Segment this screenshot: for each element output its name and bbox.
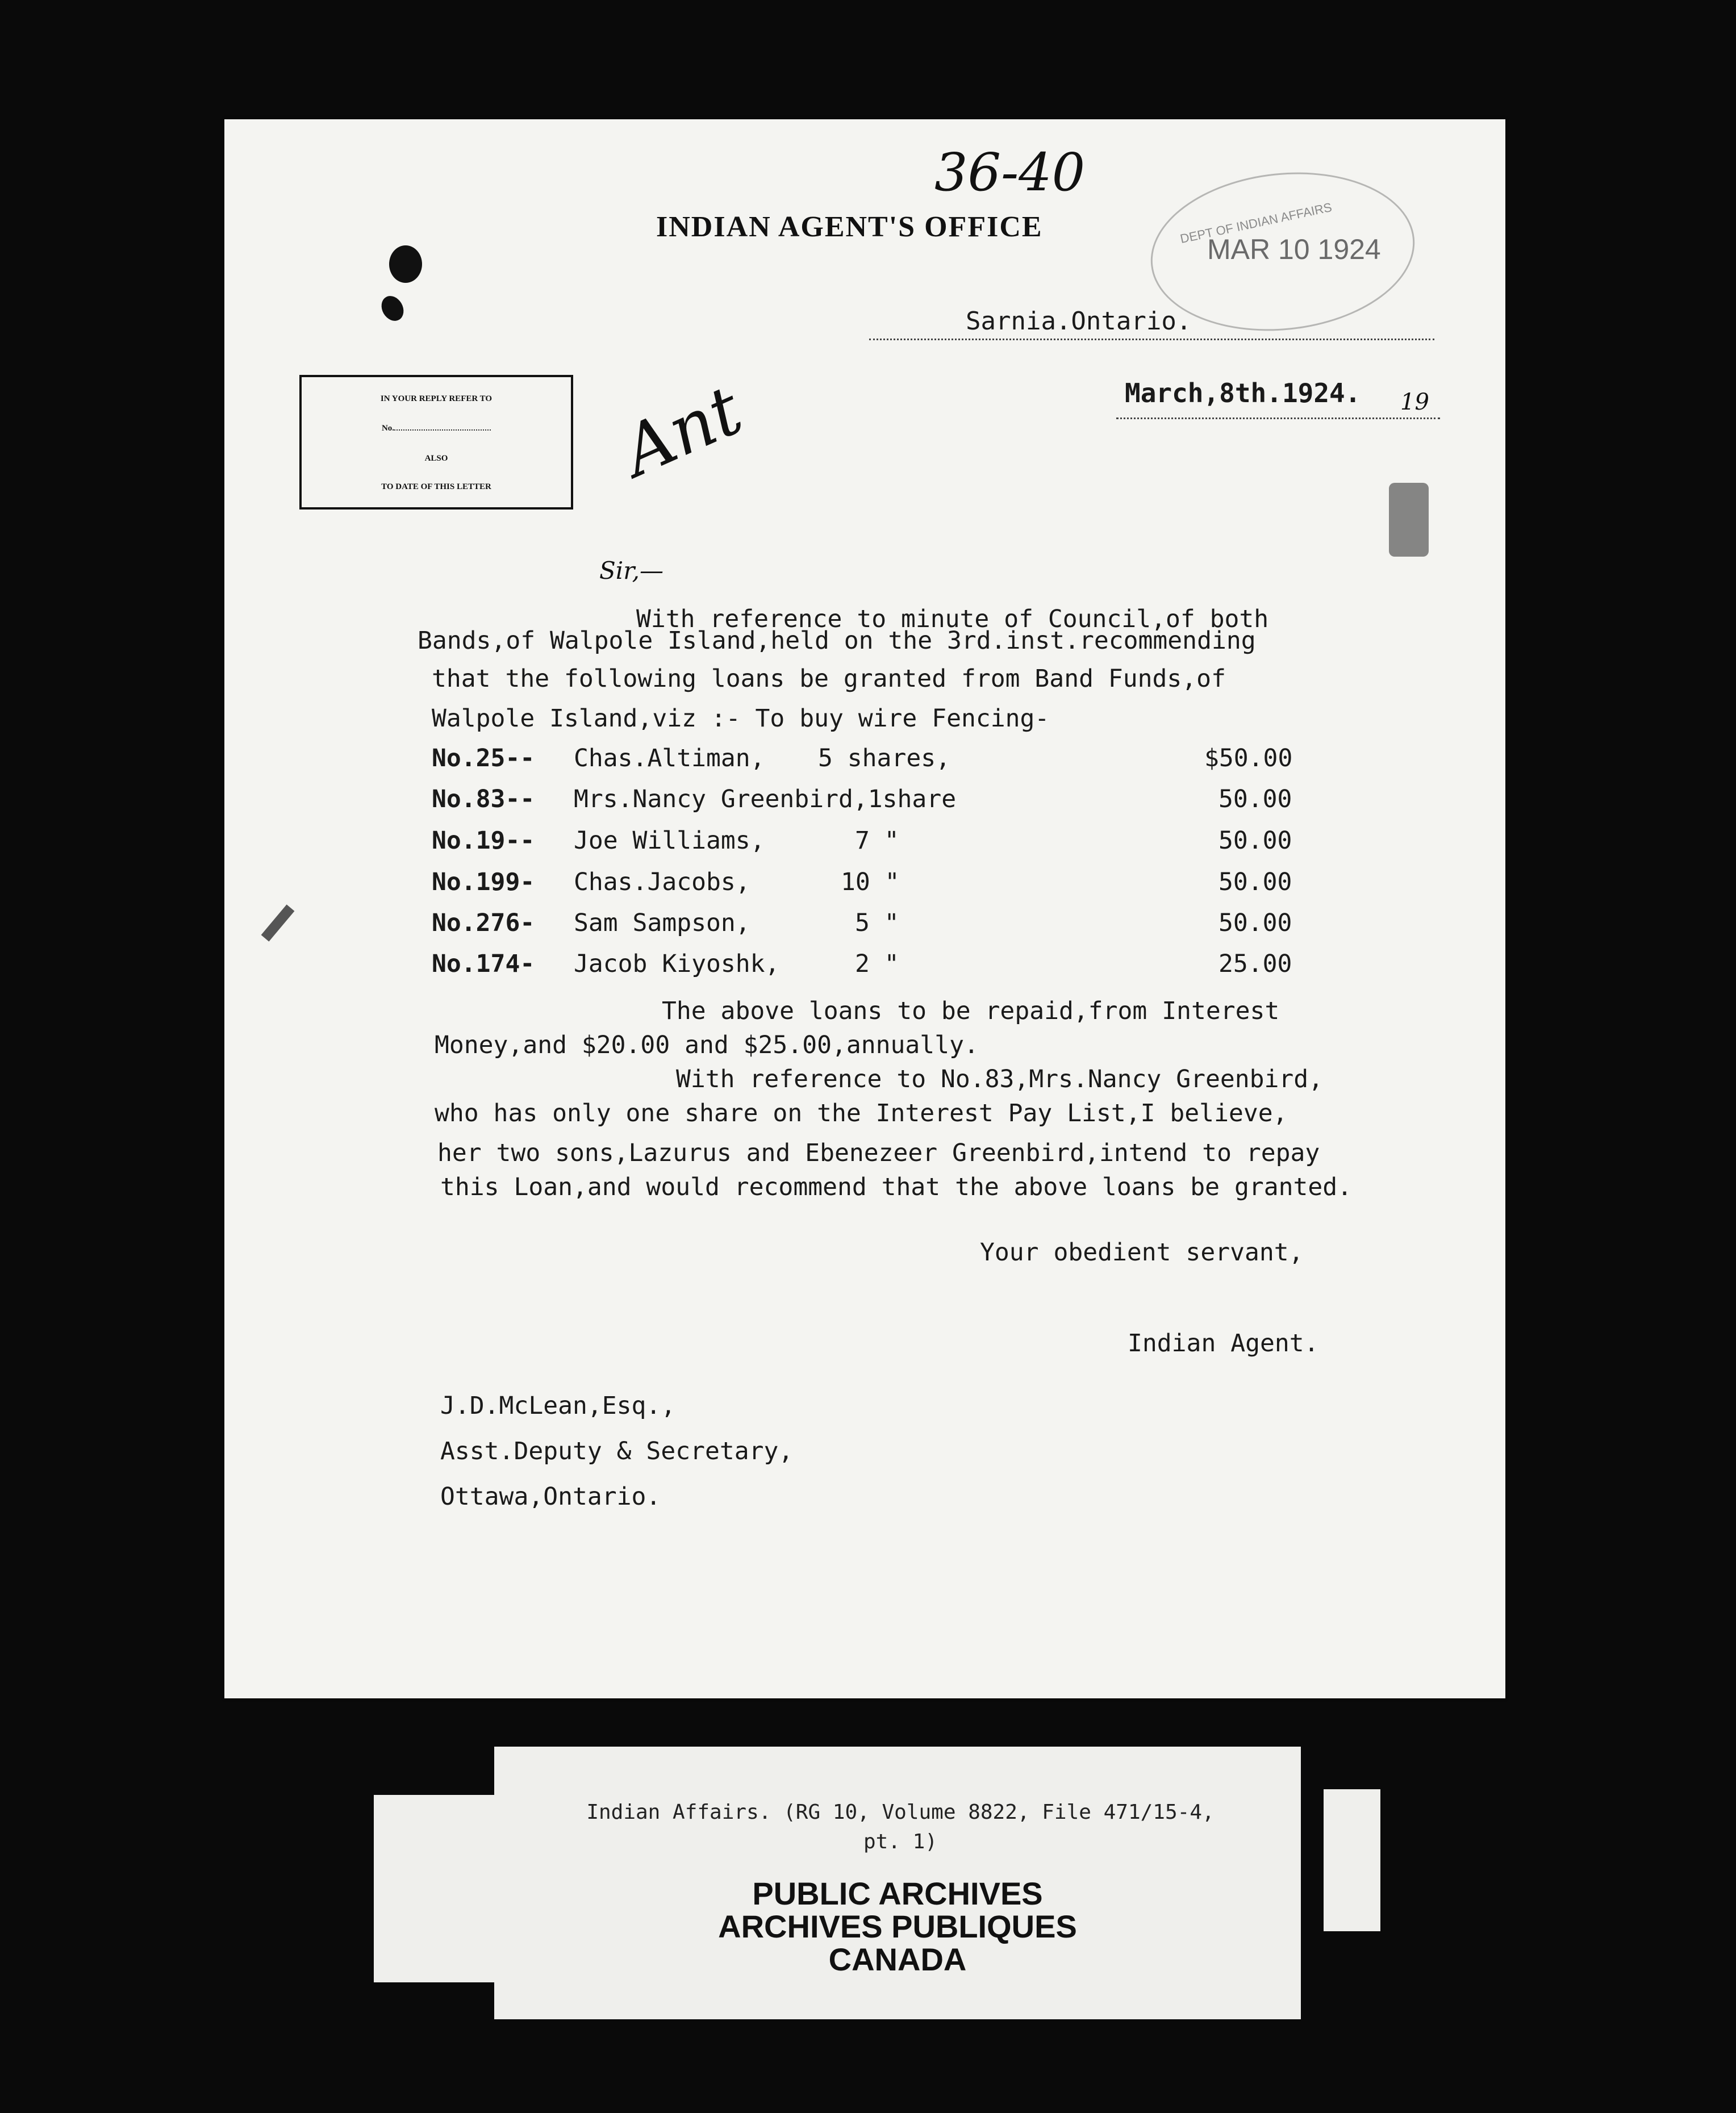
loan-amount: 50.00 <box>1218 826 1292 855</box>
loan-shares: 5 " <box>855 909 899 937</box>
label-card-backing <box>1324 1789 1380 1931</box>
archives-country: CANADA <box>828 1941 967 1977</box>
loan-amount: 50.00 <box>1218 868 1292 896</box>
loan-number: No.25-- <box>432 744 535 772</box>
body-line: who has only one share on the Interest Pay List,I believe, <box>435 1099 1288 1128</box>
intro-line: Bands,of Walpole Island,held on the 3rd.inst.recommending <box>418 627 1256 655</box>
letter-page <box>224 119 1505 1698</box>
corner-mark <box>1389 483 1429 557</box>
stamp-date: MAR 10 1924 <box>1207 233 1381 265</box>
body-line: The above loans to be repaid,from Interest <box>662 997 1280 1025</box>
body-line: her two sons,Lazurus and Ebenezeer Greenbird,intend to repay <box>437 1139 1320 1167</box>
loan-name: Chas.Jacobs, <box>574 868 750 896</box>
closing: Your obedient servant, <box>980 1238 1304 1267</box>
loan-name: Mrs.Nancy Greenbird,1share <box>574 785 957 813</box>
loan-number: No.276- <box>432 909 535 937</box>
office-title: INDIAN AGENT'S OFFICE <box>656 211 1043 243</box>
body-line: With reference to No.83,Mrs.Nancy Greenbird, <box>676 1065 1324 1093</box>
reply-box-line: IN YOUR REPLY REFER TO <box>380 394 493 403</box>
loan-amount: 50.00 <box>1218 785 1292 813</box>
loan-shares: 2 " <box>855 950 899 978</box>
signature: Indian Agent. <box>1128 1329 1319 1358</box>
location: Sarnia.Ontario. <box>966 307 1192 336</box>
loan-amount: 25.00 <box>1218 950 1292 978</box>
loan-name: Joe Williams, <box>574 826 765 855</box>
loan-amount: $50.00 <box>1204 744 1293 772</box>
archives-name-en: PUBLIC ARCHIVES <box>752 1876 1043 1911</box>
intro-line: that the following loans be granted from Band Funds,of <box>432 665 1226 693</box>
reply-reference-box <box>299 375 573 510</box>
year-suffix: 19 <box>1400 389 1429 415</box>
salutation: Sir,— <box>599 557 664 584</box>
file-number: 36-40 <box>934 142 1086 203</box>
archive-label <box>494 1747 1301 2019</box>
archive-citation <box>540 1798 1261 1857</box>
intro-line: Walpole Island,viz :- To buy wire Fencing- <box>432 704 1050 733</box>
reply-box-no: No. <box>381 424 395 433</box>
margin-note: Ant <box>611 370 754 492</box>
recipient-line: Ottawa,Ontario. <box>440 1483 661 1511</box>
loan-shares: 5 shares, <box>818 744 950 772</box>
intro-line: With reference to minute of Council,of both <box>636 605 1269 633</box>
loan-name: Chas.Altiman, <box>574 744 765 772</box>
letter-date: March,8th.1924. <box>1125 378 1361 408</box>
reply-box-number <box>302 424 571 433</box>
label-card-backing <box>374 1795 504 1982</box>
ink-blot <box>389 245 422 283</box>
loan-number: No.174- <box>432 950 535 978</box>
loan-amount: 50.00 <box>1218 909 1292 937</box>
reply-box-line: TO DATE OF THIS LETTER <box>381 482 491 491</box>
recipient-line: Asst.Deputy & Secretary, <box>440 1437 794 1465</box>
archives-name-fr: ARCHIVES PUBLIQUES <box>718 1909 1077 1944</box>
loan-number: No.19-- <box>432 826 535 855</box>
loan-number: No.83-- <box>432 785 535 813</box>
loan-name: Jacob Kiyoshk, <box>574 950 780 978</box>
loan-shares: 10 " <box>841 868 900 896</box>
ink-blot <box>377 292 408 325</box>
loan-name: Sam Sampson, <box>574 909 750 937</box>
citation-line: pt. 1) <box>863 1830 938 1853</box>
body-line: this Loan,and would recommend that the above loans be granted. <box>440 1173 1353 1201</box>
loan-number: No.199- <box>432 868 535 896</box>
stamp-text: DEPT OF INDIAN AFFAIRS <box>1179 199 1333 247</box>
citation-line: Indian Affairs. (RG 10, Volume 8822, File 471/15-4, <box>586 1801 1215 1824</box>
recipient-line: J.D.McLean,Esq., <box>440 1392 676 1420</box>
loan-shares: 7 " <box>855 826 899 855</box>
reply-box-line: ALSO <box>424 454 448 463</box>
body-line: Money,and $20.00 and $25.00,annually. <box>435 1031 979 1059</box>
